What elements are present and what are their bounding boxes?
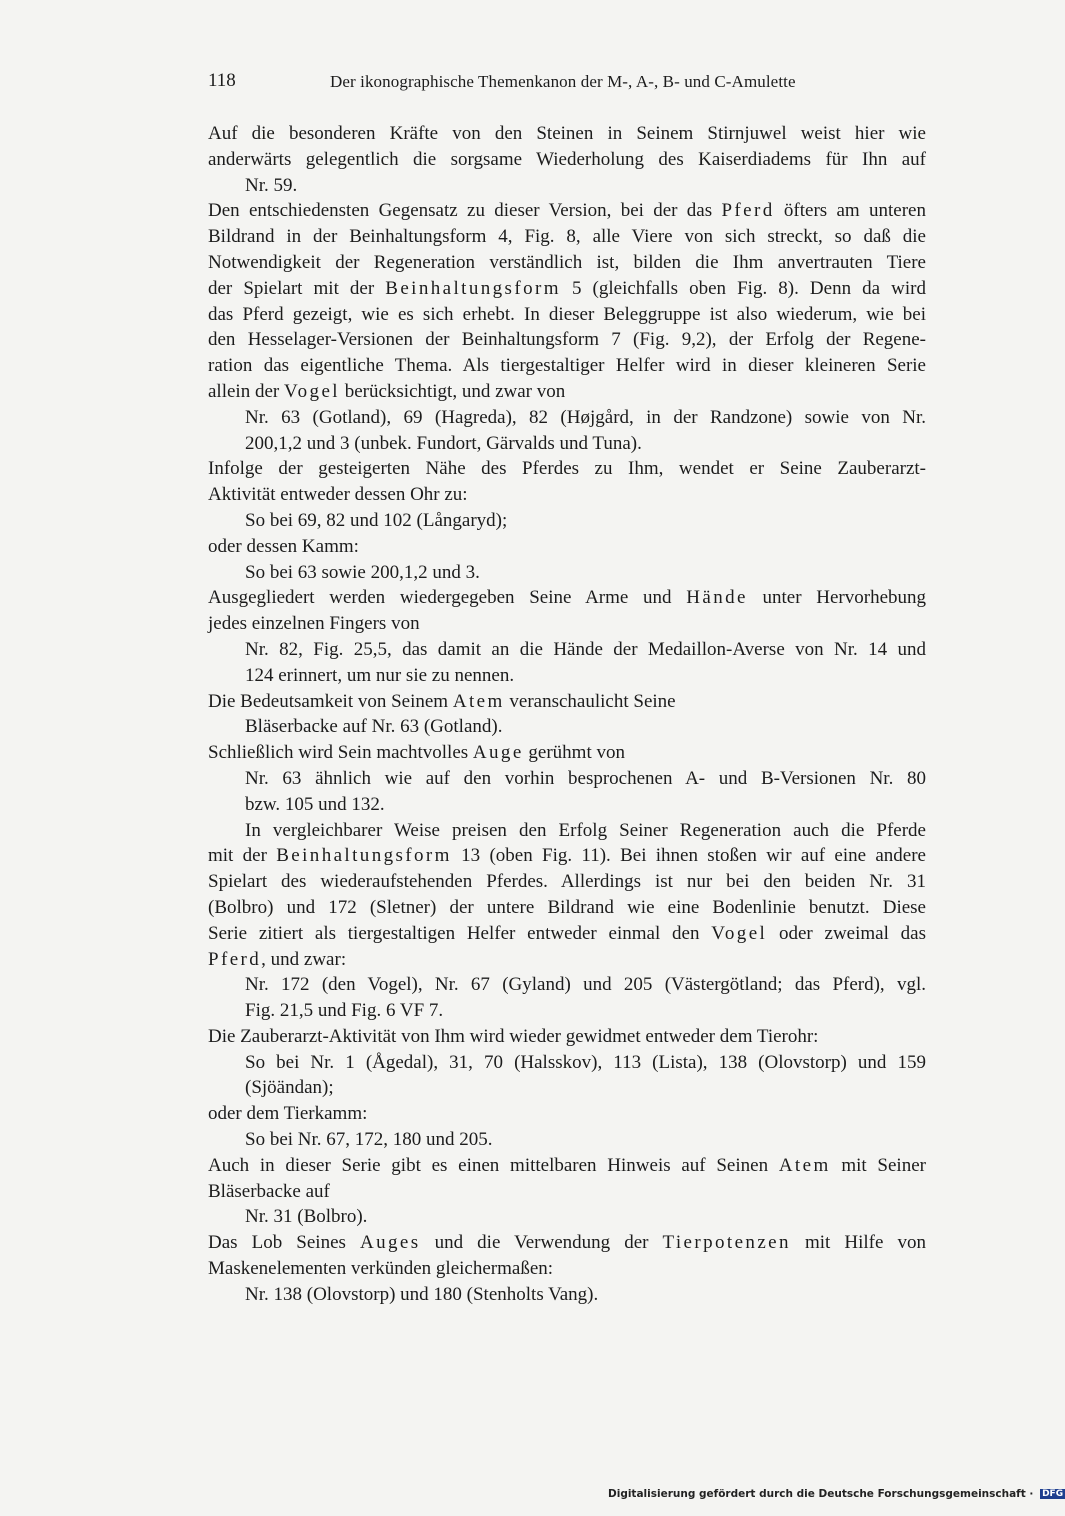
text-line: So bei 63 sowie 200,1,2 und 3. — [245, 561, 480, 583]
text-line: 200,1,2 und 3 (unbek. Fundort, Gärvalds und Tuna). — [245, 432, 642, 454]
running-title: Der ikonographische Themenkanon der M-, A-, B- und C-Amulette — [330, 72, 796, 91]
emphasized-term: Auges — [359, 1232, 421, 1254]
text-line: Nr. 82, Fig. 25,5, das damit an die Hände der Medaillon-Averse von Nr. 14 und — [245, 638, 926, 660]
text-line: Nr. 63 ähnlich wie auf den vorhin besprochenen A- und B-Versionen Nr. 80 — [245, 767, 926, 789]
text-line: Maskenelementen verkünden gleichermaßen: — [208, 1258, 554, 1280]
text-line: das Pferd gezeigt, wie es sich erhebt. In dieser Beleggruppe ist also wiederum, wie bei — [208, 303, 926, 325]
dfg-logo: DFG — [1042, 1489, 1064, 1499]
text-line: Fig. 21,5 und Fig. 6 VF 7. — [245, 1000, 444, 1022]
emphasized-term: Pferd — [208, 948, 262, 970]
text-line: Den entschiedensten Gegensatz zu dieser Version, bei der das Pferd öfters am unteren — [208, 200, 926, 222]
text-line: oder dem Tierkamm: — [208, 1103, 368, 1125]
digitization-credit: Digitalisierung gefördert durch die Deutsche Forschungsgemeinschaft · DFG — [608, 1488, 1064, 1500]
text-line: Schließlich wird Sein machtvolles Auge gerühmt von — [208, 742, 625, 764]
text-line: Auf die besonderen Kräfte von den Steinen in Seinem Stirnjuwel weist hier wie — [208, 123, 926, 144]
emphasized-term: Vogel — [283, 380, 340, 402]
text-line: So bei 69, 82 und 102 (Långaryd); — [245, 509, 508, 531]
text-line: Aktivität entweder dessen Ohr zu: — [208, 484, 468, 506]
emphasized-term: Hände — [686, 587, 748, 609]
text-line: In vergleichbarer Weise preisen den Erfolg Seiner Regeneration auch die Pferde — [245, 819, 926, 841]
text-line: Nr. 172 (den Vogel), Nr. 67 (Gyland) und 205 (Västergötland; das Pferd), vgl. — [245, 974, 926, 996]
text-line: Bläserbacke auf — [208, 1180, 330, 1202]
text-line: Ausgegliedert werden wiedergegeben Seine Arme und Hände unter Hervorhebung — [208, 587, 926, 609]
text-line: der Spielart mit der Beinhaltungsform 5 (gleichfalls oben Fig. 8). Denn da wird — [208, 277, 926, 299]
text-line: So bei Nr. 1 (Ågedal), 31, 70 (Halsskov), 113 (Lista), 138 (Olovstorp) und 159 — [245, 1051, 926, 1073]
text-line: Serie zitiert als tiergestaltigen Helfer entweder einmal den Vogel oder zweimal das — [208, 922, 926, 944]
text-line: Pferd, und zwar: — [208, 948, 347, 970]
emphasized-term: Vogel — [711, 922, 768, 944]
text-line: Infolge der gesteigerten Nähe des Pferdes zu Ihm, wendet er Seine Zauberarzt- — [208, 458, 926, 480]
text-line: ration das eigentliche Thema. Als tiergestaltiger Helfer wird in dieser kleineren Serie — [208, 355, 926, 377]
emphasized-term: Pferd — [721, 200, 775, 222]
text-line: oder dessen Kamm: — [208, 535, 359, 557]
text-line: anderwärts gelegentlich die sorgsame Wiederholung des Kaiserdiadems für Ihn auf — [208, 148, 926, 170]
text-line: Notwendigkeit der Regeneration verständlich ist, bilden die Ihm anvertrauten Tiere — [208, 251, 926, 273]
text-line: Die Zauberarzt-Aktivität von Ihm wird wieder gewidmet entweder dem Tierohr: — [208, 1025, 819, 1047]
text-line: Nr. 138 (Olovstorp) und 180 (Stenholts Vang). — [245, 1283, 599, 1305]
text-line: Bläserbacke auf Nr. 63 (Gotland). — [245, 716, 503, 738]
emphasized-term: Beinhaltungsform — [276, 845, 452, 867]
emphasized-term: Atem — [778, 1154, 831, 1176]
text-line: Nr. 31 (Bolbro). — [245, 1206, 368, 1228]
text-line: (Bolbro) und 172 (Sletner) der untere Bildrand wie eine Bodenlinie benutzt. Diese — [208, 896, 926, 918]
text-line: jedes einzelnen Fingers von — [208, 613, 420, 635]
emphasized-term: Auge — [472, 742, 524, 764]
body-text — [208, 121, 926, 1308]
text-line: So bei Nr. 67, 172, 180 und 205. — [245, 1129, 493, 1151]
page-header — [208, 70, 928, 98]
text-line: bzw. 105 und 132. — [245, 793, 385, 815]
text-line: den Hesselager-Versionen der Beinhaltungsform 7 (Fig. 9,2), der Erfolg der Regene- — [208, 329, 926, 351]
emphasized-term: Tierpotenzen — [662, 1232, 791, 1254]
text-line: mit der Beinhaltungsform 13 (oben Fig. 11). Bei ihnen stoßen wir auf eine andere — [208, 845, 926, 867]
text-line: Bildrand in der Beinhaltungsform 4, Fig. 8, alle Viere von sich streckt, so daß die — [208, 226, 926, 248]
text-line: Nr. 59. — [245, 174, 298, 196]
page-number: 118 — [208, 70, 236, 91]
text-line: Die Bedeutsamkeit von Seinem Atem veranschaulicht Seine — [208, 690, 676, 712]
credit-text: Digitalisierung gefördert durch die Deutsche Forschungsgemeinschaft — [608, 1488, 1026, 1500]
emphasized-term: Beinhaltungsform — [385, 277, 561, 299]
text-line: Spielart des wiederaufstehenden Pferdes. Allerdings ist nur bei den beiden Nr. 31 — [208, 871, 926, 893]
text-line: Auch in dieser Serie gibt es einen mittelbaren Hinweis auf Seinen Atem mit Seiner — [208, 1154, 926, 1176]
emphasized-term: Atem — [452, 690, 505, 712]
text-line: allein der Vogel berücksichtigt, und zwar von — [208, 380, 566, 402]
text-line: 124 erinnert, um nur sie zu nennen. — [245, 664, 515, 686]
text-line: (Sjöändan); — [245, 1077, 334, 1099]
text-line: Nr. 63 (Gotland), 69 (Hagreda), 82 (Højgård, in der Randzone) sowie von Nr. — [245, 406, 926, 428]
text-line: Das Lob Seines Auges und die Verwendung der Tierpotenzen mit Hilfe von — [208, 1232, 926, 1254]
